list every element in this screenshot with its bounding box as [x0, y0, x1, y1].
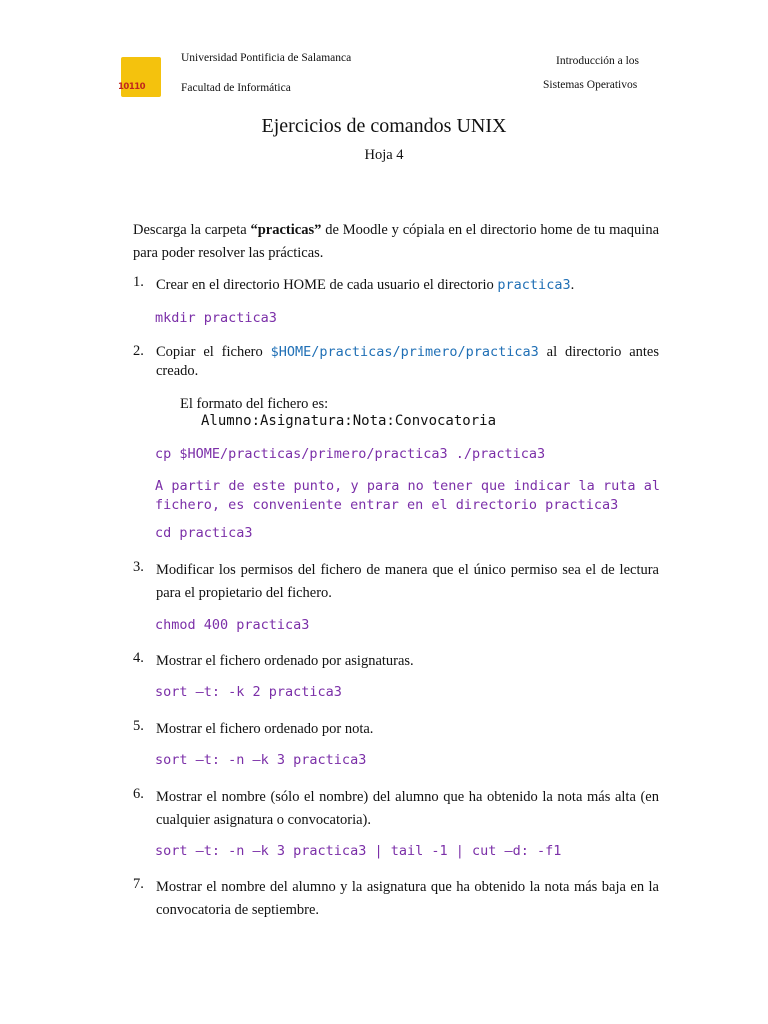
item-number: 5. [133, 718, 144, 734]
item-3-text: Modificar los permisos del fichero de manera que el único permiso sea el de lectura para el propietario del fichero. [156, 562, 659, 601]
item-2-text [156, 343, 659, 381]
item-number: 3. [133, 559, 144, 575]
item-2-inline-code: $HOME/practicas/primero/practica3 [270, 344, 539, 360]
item-number: 6. [133, 786, 144, 802]
item-6-text: Mostrar el nombre (sólo el nombre) del alumno que ha obtenido la nota más alta (en cualquier asignatura o convocatoria). [156, 789, 659, 828]
item-1-command: mkdir practica3 [155, 310, 277, 326]
university-name: Universidad Pontificia de Salamanca [181, 52, 352, 64]
item-3-command: chmod 400 practica3 [155, 617, 310, 633]
item-2-format-label: El formato del fichero es: [180, 396, 329, 412]
item-2-text-before: Copiar el fichero [156, 344, 271, 360]
intro-text-before: Descarga la carpeta [133, 222, 251, 238]
item-5-command: sort –t: -n –k 3 practica3 [155, 752, 367, 768]
page-subtitle: Hoja 4 [364, 147, 404, 163]
intro-folder-name: “practicas” [250, 222, 322, 238]
item-4-command: sort –t: -k 2 practica3 [155, 684, 342, 700]
intro-paragraph [133, 219, 659, 264]
item-2-command: cp $HOME/practicas/primero/practica3 ./practica3 [155, 446, 546, 462]
intro-text-after: de Moodle y cópiala en el directorio home de tu maquina para poder resolver las prácticas. [133, 222, 659, 261]
item-number: 4. [133, 650, 144, 666]
item-4-text: Mostrar el fichero ordenado por asignaturas. [156, 653, 414, 669]
item-1-text-after: . [570, 277, 575, 293]
course-name-line1: Introducción a los [556, 55, 640, 67]
item-5-text: Mostrar el fichero ordenado por nota. [156, 721, 374, 737]
item-2-text-after: al directorio antes creado. [156, 344, 659, 379]
item-1-text [156, 274, 659, 297]
course-name-line2: Sistemas Operativos [543, 79, 638, 91]
item-2-note: A partir de este punto, y para no tener que indicar la ruta al fichero, es conveniente entrar en el directorio practica3 [155, 478, 660, 513]
item-2-command-2: cd practica3 [155, 525, 253, 541]
faculty-name: Facultad de Informática [181, 82, 291, 94]
page-title: Ejercicios de comandos UNIX [261, 115, 507, 137]
item-1-text-before: Crear en el directorio HOME de cada usuario el directorio [156, 277, 498, 293]
item-7-text: Mostrar el nombre del alumno y la asignatura que ha obtenido la nota más baja en la convocatoria de septiembre. [156, 879, 659, 918]
item-6-command: sort –t: -n –k 3 practica3 | tail -1 | cut –d: -f1 [155, 843, 562, 859]
item-2-format-value: Alumno:Asignatura:Nota:Convocatoria [201, 413, 497, 429]
item-number: 1. [133, 274, 144, 290]
item-number: 7. [133, 876, 144, 892]
logo-text: 10110 [118, 82, 146, 92]
item-1-inline-code: practica3 [497, 277, 571, 293]
item-number: 2. [133, 343, 144, 359]
